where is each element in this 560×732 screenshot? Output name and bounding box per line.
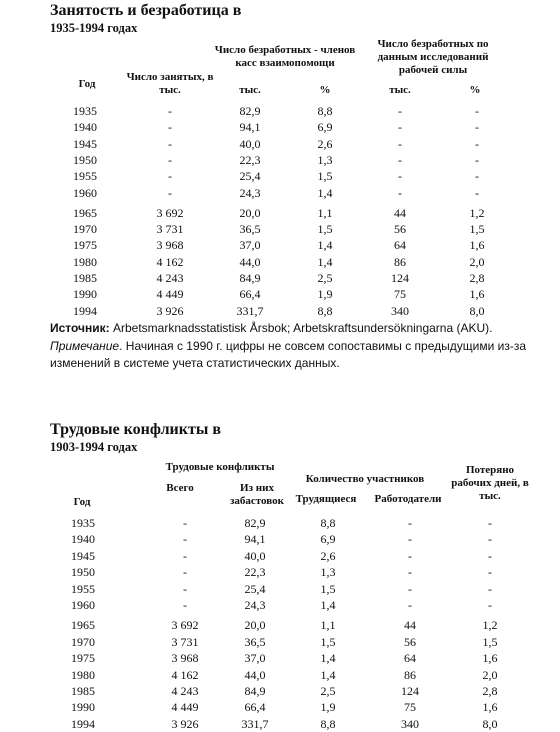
- table-cell: 2,0: [482, 667, 498, 682]
- table-cell: -: [488, 548, 492, 563]
- table2-header-lost-days: Потеряно рабочих дней, в тыс.: [451, 464, 529, 502]
- table-cell: 56: [394, 222, 406, 237]
- table-cell: 86: [404, 667, 416, 682]
- table-cell: 3 692: [171, 618, 199, 633]
- table-cell: 1,5: [320, 581, 336, 596]
- table-cell: 2,5: [317, 271, 333, 285]
- table-cell: 331,7: [236, 303, 264, 318]
- table-cell: 4 243: [171, 684, 199, 698]
- table1-title: Занятость и безработица в: [50, 2, 242, 19]
- source-text: Arbetsmarknadsstatistisk Årsbok; Arbetskraftsundersökningarna (AKU).: [113, 321, 493, 335]
- table-cell: 340: [401, 716, 419, 731]
- table-cell: -: [475, 152, 479, 167]
- table-cell: -: [183, 516, 187, 530]
- table-cell: 25,4: [239, 169, 261, 184]
- table-cell: 2,6: [320, 548, 336, 563]
- table-cell: 1,5: [317, 222, 333, 237]
- table-cell: 6,9: [317, 120, 333, 135]
- table-cell: -: [475, 185, 479, 200]
- table-cell: 24,3: [244, 598, 266, 612]
- table1-header-survey-unemployed: Число безработных по данным исследований рабочей силы: [377, 38, 489, 76]
- table-cell: 1,4: [317, 238, 333, 253]
- table-cell: 1994: [73, 303, 97, 318]
- table-cell: 1965: [71, 618, 95, 633]
- table-cell: -: [183, 581, 187, 596]
- table-cell: 1965: [73, 205, 97, 220]
- table-cell: 3 926: [171, 716, 199, 731]
- table2-header-total: Всего: [166, 482, 194, 494]
- table-cell: 1940: [73, 120, 97, 135]
- table1-source: [50, 320, 550, 337]
- table-cell: 1990: [73, 287, 97, 302]
- table1-header-survey-pct: %: [469, 84, 481, 96]
- table-cell: -: [488, 598, 492, 612]
- table-cell: 1985: [73, 271, 97, 285]
- table-cell: 1990: [71, 700, 95, 715]
- table-cell: 3 692: [156, 205, 184, 220]
- table-cell: 1,5: [482, 634, 498, 649]
- table-cell: 1,1: [317, 205, 333, 220]
- table-cell: -: [168, 136, 172, 151]
- table-cell: -: [475, 104, 479, 118]
- table-cell: 1,9: [320, 700, 336, 715]
- table-cell: 64: [394, 238, 406, 253]
- table-cell: 4 449: [171, 700, 199, 715]
- table-cell: 331,7: [241, 716, 269, 731]
- table-cell: -: [398, 169, 402, 184]
- table-cell: 1,4: [320, 667, 336, 682]
- table2-header-strikes: Из них забастовок: [230, 482, 284, 507]
- table-cell: -: [408, 516, 412, 530]
- table2-header-conflicts: Трудовые конфликты: [165, 461, 275, 473]
- table-cell: -: [168, 152, 172, 167]
- table-cell: -: [488, 516, 492, 530]
- table1-header-fund-thousand: тыс.: [239, 84, 261, 96]
- table-cell: 4 162: [171, 667, 199, 682]
- table-cell: -: [168, 104, 172, 118]
- table-cell: 3 926: [156, 303, 184, 318]
- table-cell: 1950: [73, 152, 97, 167]
- table-cell: 1970: [73, 222, 97, 237]
- table-cell: 2,8: [482, 684, 498, 698]
- table-cell: 36,5: [244, 634, 266, 649]
- table2-header-workers: Трудящиеся: [295, 493, 357, 505]
- table-cell: -: [475, 136, 479, 151]
- table-cell: -: [183, 565, 187, 580]
- table-cell: 2,6: [317, 136, 333, 151]
- table-cell: -: [408, 548, 412, 563]
- table-cell: 20,0: [239, 205, 261, 220]
- table-cell: 2,5: [320, 684, 336, 698]
- table-cell: 1975: [71, 651, 95, 666]
- table-cell: 36,5: [239, 222, 261, 237]
- table1-note: [50, 338, 550, 372]
- table-cell: 1945: [73, 136, 97, 151]
- table-cell: 1980: [71, 667, 95, 682]
- table-cell: 3 968: [156, 238, 184, 253]
- table-cell: 1945: [71, 548, 95, 563]
- table-cell: 40,0: [239, 136, 261, 151]
- table-cell: 1935: [73, 104, 97, 118]
- table-cell: 1,2: [482, 618, 498, 633]
- table-cell: -: [398, 120, 402, 135]
- table-cell: 1,9: [317, 287, 333, 302]
- table-cell: 40,0: [244, 548, 266, 563]
- table-cell: 75: [394, 287, 406, 302]
- table1-header-year: Год: [78, 78, 96, 90]
- table2-title: Трудовые конфликты в: [50, 421, 221, 438]
- table-cell: -: [475, 120, 479, 135]
- table-cell: 1960: [71, 598, 95, 612]
- note-label: Примечание: [50, 339, 120, 353]
- table-cell: 3 731: [171, 634, 199, 649]
- table-cell: -: [183, 532, 187, 547]
- table-cell: 1985: [71, 684, 95, 698]
- table-cell: -: [408, 581, 412, 596]
- table-cell: 64: [404, 651, 416, 666]
- table-cell: 1,6: [469, 287, 485, 302]
- table-cell: 1950: [71, 565, 95, 580]
- table-cell: -: [183, 548, 187, 563]
- table-cell: 2,8: [469, 271, 485, 285]
- table1-header-fund-unemployed: Число безработных - членов касс взаимопомощи: [214, 44, 356, 69]
- table-cell: -: [488, 565, 492, 580]
- table-cell: 84,9: [244, 684, 266, 698]
- table-cell: 1955: [71, 581, 95, 596]
- table-cell: 20,0: [244, 618, 266, 633]
- table-cell: 94,1: [244, 532, 266, 547]
- table-cell: 37,0: [244, 651, 266, 666]
- table-cell: 340: [391, 303, 409, 318]
- table-cell: -: [398, 136, 402, 151]
- table-cell: 1980: [73, 254, 97, 269]
- table-cell: -: [398, 104, 402, 118]
- table-cell: 66,4: [244, 700, 266, 715]
- table-cell: 22,3: [244, 565, 266, 580]
- table-cell: 1,2: [469, 205, 485, 220]
- table-cell: -: [183, 598, 187, 612]
- table-cell: 8,0: [469, 303, 485, 318]
- table-cell: 82,9: [244, 516, 266, 530]
- table-cell: 37,0: [239, 238, 261, 253]
- table-cell: 1994: [71, 716, 95, 731]
- table-cell: 3 968: [171, 651, 199, 666]
- table-cell: -: [488, 581, 492, 596]
- table-cell: -: [408, 565, 412, 580]
- table-cell: 66,4: [239, 287, 261, 302]
- table-cell: 1960: [73, 185, 97, 200]
- table-cell: 8,8: [317, 104, 333, 118]
- table-cell: 44: [394, 205, 406, 220]
- table-cell: 1,4: [320, 598, 336, 612]
- table-cell: 1,5: [469, 222, 485, 237]
- table-cell: -: [398, 152, 402, 167]
- table-cell: 4 449: [156, 287, 184, 302]
- table-cell: 1,6: [469, 238, 485, 253]
- table-cell: 4 162: [156, 254, 184, 269]
- table2-header-participants: Количество участников: [305, 473, 425, 485]
- table-cell: 84,9: [239, 271, 261, 285]
- table-cell: 4 243: [156, 271, 184, 285]
- table-cell: 8,8: [320, 716, 336, 731]
- table2-header-year: Год: [73, 496, 91, 508]
- table-cell: 1,5: [317, 169, 333, 184]
- table-cell: 75: [404, 700, 416, 715]
- table1-header-employed: Число занятых, в тыс.: [126, 71, 214, 96]
- table-cell: 8,8: [320, 516, 336, 530]
- table-cell: 124: [401, 684, 419, 698]
- source-label: Источник:: [50, 321, 110, 335]
- table-cell: -: [488, 532, 492, 547]
- table-cell: 1,6: [482, 651, 498, 666]
- table-cell: 86: [394, 254, 406, 269]
- table-cell: -: [408, 532, 412, 547]
- table-cell: 3 731: [156, 222, 184, 237]
- table-cell: 1,3: [320, 565, 336, 580]
- table-cell: 82,9: [239, 104, 261, 118]
- table-cell: -: [168, 185, 172, 200]
- table-cell: -: [168, 169, 172, 184]
- table-cell: 25,4: [244, 581, 266, 596]
- table-cell: 56: [404, 634, 416, 649]
- table-cell: 1940: [71, 532, 95, 547]
- table1-header-survey-thousand: тыс.: [389, 84, 411, 96]
- table-cell: 1,3: [317, 152, 333, 167]
- table-cell: 8,8: [317, 303, 333, 318]
- table-cell: 44,0: [244, 667, 266, 682]
- table1-subtitle: 1935-1994 годах: [50, 21, 138, 35]
- table2-header-employers: Работодатели: [374, 493, 442, 505]
- table-cell: 1,4: [317, 254, 333, 269]
- table-cell: 1935: [71, 516, 95, 530]
- table-cell: 1955: [73, 169, 97, 184]
- table-cell: 1,5: [320, 634, 336, 649]
- table-cell: -: [398, 185, 402, 200]
- table-cell: -: [475, 169, 479, 184]
- table-cell: 1,4: [320, 651, 336, 666]
- note-text: . Начиная с 1990 г. цифры не совсем сопоставимы с предыдущими из-за изменений в системе учета статистических данных.: [50, 339, 526, 370]
- table-cell: 1970: [71, 634, 95, 649]
- table-cell: 124: [391, 271, 409, 285]
- table-cell: -: [168, 120, 172, 135]
- table-cell: 2,0: [469, 254, 485, 269]
- table-cell: 94,1: [239, 120, 261, 135]
- table-cell: 6,9: [320, 532, 336, 547]
- table-cell: 1,1: [320, 618, 336, 633]
- table1-header-fund-pct: %: [319, 84, 331, 96]
- table-cell: 1,4: [317, 185, 333, 200]
- table-cell: 8,0: [482, 716, 498, 731]
- table-cell: 1,6: [482, 700, 498, 715]
- table-cell: 44: [404, 618, 416, 633]
- table-cell: 22,3: [239, 152, 261, 167]
- table2-subtitle: 1903-1994 годах: [50, 440, 138, 454]
- table-cell: 44,0: [239, 254, 261, 269]
- table-cell: 1975: [73, 238, 97, 253]
- table-cell: -: [408, 598, 412, 612]
- table-cell: 24,3: [239, 185, 261, 200]
